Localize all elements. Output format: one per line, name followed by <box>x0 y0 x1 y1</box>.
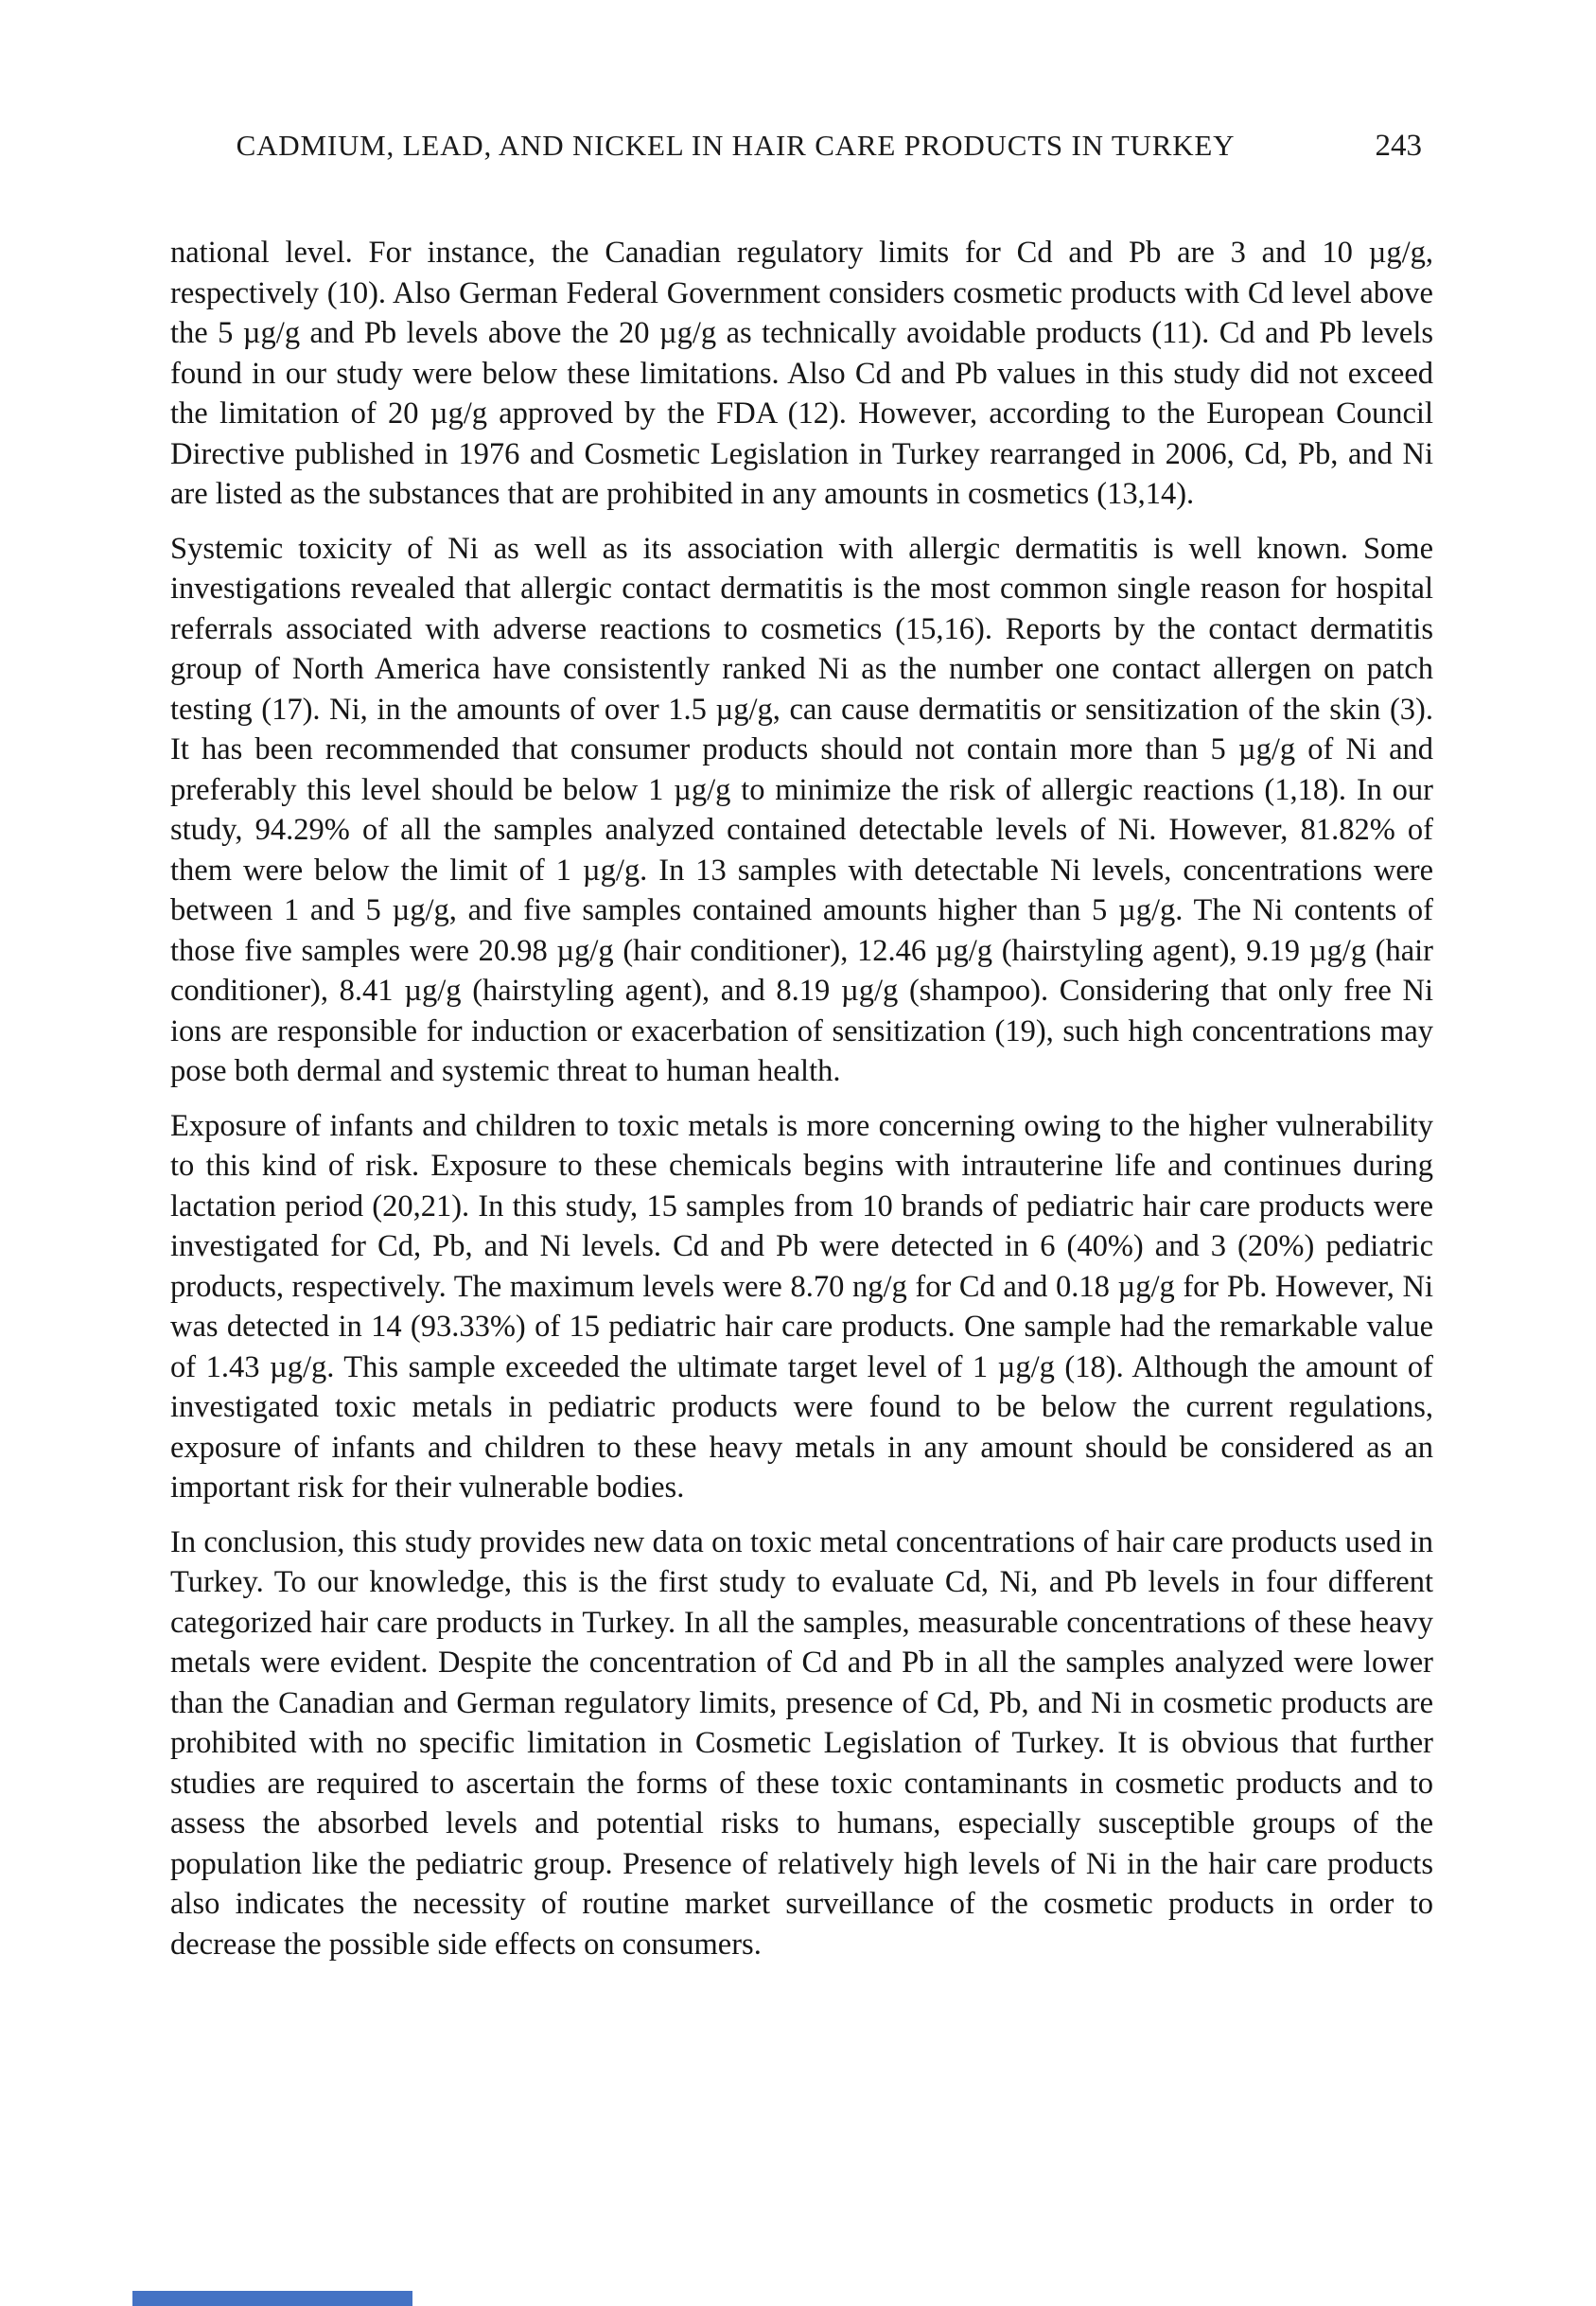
body-paragraph: Systemic toxicity of Ni as well as its association with allergic dermatitis is well known. Some investigations revealed that allergic contact dermatitis is the most common single reason for hospital referrals associated with adverse reactions to cosmetics (15,16). Reports by the contact dermatitis group of North America have consistently ranked Ni as the number one contact allergen on patch testing (17). Ni, in the amounts of over 1.5 µg/g, can cause dermatitis or sensitization of the skin (3). It has been recommended that consumer products should not contain more than 5 µg/g of Ni and preferably this level should be below 1 µg/g to minimize the risk of allergic reactions (1,18). In our study, 94.29% of all the samples analyzed contained detectable levels of Ni. However, 81.82% of them were below the limit of 1 µg/g. In 13 samples with detectable Ni levels, concentrations were between 1 and 5 µg/g, and five samples contained amounts higher than 5 µg/g. The Ni contents of those five samples were 20.98 µg/g (hair conditioner), 12.46 µg/g (hairstyling agent), 9.19 µg/g (hair conditioner), 8.41 µg/g (hairstyling agent), and 8.19 µg/g (shampoo). Considering that only free Ni ions are responsible for induction or exacerbation of sensitization (19), such high concentrations may pose both dermal and systemic threat to human health. <box>170 531 1433 1088</box>
body-paragraph: Exposure of infants and children to toxic metals is more concerning owing to the higher vulnerability to this kind of risk. Exposure to these chemicals begins with intrauterine life and continues during lactation period (20,21). In this study, 15 samples from 10 brands of pediatric hair care products were investigated for Cd, Pb, and Ni levels. Cd and Pb were detected in 6 (40%) and 3 (20%) pediatric products, respectively. The maximum levels were 8.70 ng/g for Cd and 0.18 µg/g for Pb. However, Ni was detected in 14 (93.33%) of 15 pediatric hair care products. One sample had the remarkable value of 1.43 µg/g. This sample exceeded the ultimate target level of 1 µg/g (18). Although the amount of investigated toxic metals in pediatric products were found to be below the current regulations, exposure of infants and children to these heavy metals in any amount should be considered as an important risk for their vulnerable bodies. <box>170 1108 1433 1505</box>
article-text <box>170 233 1433 1964</box>
progress-bar <box>132 2291 412 2306</box>
page-number: 243 <box>1375 129 1422 163</box>
body-paragraph: national level. For instance, the Canadian regulatory limits for Cd and Pb are 3 and 10 µg/g, respectively (10). Also German Federal Government considers cosmetic products with Cd level above the 5 µg/g and Pb levels above the 20 µg/g as technically avoidable products (11). Cd and Pb levels found in our study were below these limitations. Also Cd and Pb values in this study did not exceed the limitation of 20 µg/g approved by the FDA (12). However, according to the European Council Directive published in 1976 and Cosmetic Legislation in Turkey rearranged in 2006, Cd, Pb, and Ni are listed as the substances that are prohibited in any amounts in cosmetics (13,14). <box>170 236 1433 511</box>
running-head-title: CADMIUM, LEAD, AND NICKEL IN HAIR CARE PRODUCTS IN TURKEY <box>236 129 1236 162</box>
body-paragraph: In conclusion, this study provides new data on toxic metal concentrations of hair care products used in Turkey. To our knowledge, this is the first study to evaluate Cd, Ni, and Pb levels in four different categorized hair care products in Turkey. In all the samples, measurable concentrations of these heavy metals were evident. Despite the concentration of Cd and Pb in all the samples analyzed were lower than the Canadian and German regulatory limits, presence of Cd, Pb, and Ni in cosmetic products are prohibited with no specific limitation in Cosmetic Legislation of Turkey. It is obvious that further studies are required to ascertain the forms of these toxic contaminants in cosmetic products and to assess the absorbed levels and potential risks to humans, especially susceptible groups of the population like the pediatric group. Presence of relatively high levels of Ni in the hair care products also indicates the necessity of routine market surveillance of the cosmetic products in order to decrease the possible side effects on consumers. <box>170 1524 1433 1962</box>
running-head <box>170 129 1433 167</box>
